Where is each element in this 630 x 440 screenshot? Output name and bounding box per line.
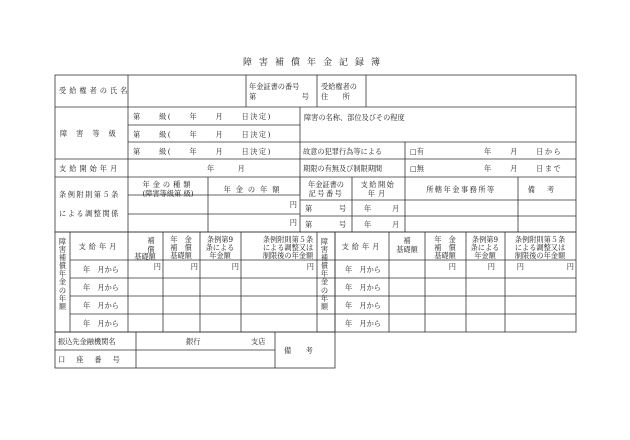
grade-row-2: 第 級( 年 月 日決定): [133, 130, 272, 139]
right-yen-3: 円: [516, 262, 524, 271]
pension-cert-number-value: 第 号: [249, 92, 315, 101]
crime-with-checkbox[interactable]: □有: [410, 147, 424, 156]
left-row-1-month: 年 月から: [83, 265, 119, 274]
right-row-1-month: 年 月から: [345, 265, 381, 274]
article5-header-right: 条例附則第５条: [514, 235, 566, 244]
pension-cert-number-label: 年金証書の番号: [249, 82, 300, 91]
annual-amount-yen-2: 円: [289, 218, 297, 227]
pension-base-header-right-2: 補 償: [434, 243, 456, 252]
payment-start-label: 支給開始年月: [59, 164, 121, 173]
left-row-4-month: 年 月から: [83, 319, 119, 328]
pension-type-header-2: (障害等級第 級): [142, 189, 194, 198]
left-row-3-month: 年 月から: [83, 301, 119, 310]
account-number-label: 口座番号: [58, 355, 131, 364]
article5-header-right-3: 制限後の年金額: [514, 251, 566, 260]
limit-label: 期限の有無及び制限期間: [303, 164, 383, 173]
left-yen-2: 円: [190, 262, 198, 271]
right-yen-4: 円: [566, 262, 574, 271]
disability-description-label: 障害の名称、部位及びその程度: [304, 113, 405, 122]
start-year-2: 年: [364, 220, 372, 229]
start-header: 支給開始: [360, 180, 396, 189]
article5-header-right-2: による調整又は: [514, 243, 566, 252]
start-year-1: 年: [364, 204, 372, 213]
recipient-address-label: 受給権者の: [321, 82, 357, 91]
cert-number-header-2: 記号番号: [308, 189, 344, 198]
article9-header-left: 条例第9: [206, 235, 234, 244]
bank-remarks-label: 備 考: [284, 346, 313, 355]
article5-header-left: 条例附則第５条: [262, 235, 314, 244]
left-row-2-month: 年 月から: [83, 283, 119, 292]
adjustment-label: 条例附則第５条: [59, 190, 120, 199]
article9-header-left-3: 年金額: [209, 251, 231, 260]
compensation-base-header-left-3: 基礎額: [134, 252, 156, 261]
compensation-base-header-right: 補: [403, 236, 411, 245]
limit-without-checkbox[interactable]: □無: [410, 164, 424, 173]
article9-header-left-2: 条による: [205, 243, 235, 252]
disability-grade-label: 障害等級: [60, 129, 125, 138]
left-yen-3: 円: [231, 262, 239, 271]
branch-suffix: 支店: [251, 337, 266, 346]
right-row-2-month: 年 月から: [345, 283, 381, 292]
pension-type-header: 年金の種類: [142, 180, 194, 189]
payment-month-header-left: 支給年月: [78, 242, 120, 251]
grade-row-3: 第 級( 年 月 日決定): [133, 147, 272, 156]
pension-base-header-right-3: 基礎額: [434, 251, 456, 260]
annual-amount-yen-1: 円: [289, 200, 297, 209]
payment-start-value: 年 月: [207, 164, 248, 173]
pension-base-header-left-3: 基礎額: [170, 251, 192, 260]
pension-base-header-left-2: 補 償: [170, 243, 192, 252]
office-header: 所轄年金事務所等: [426, 185, 496, 194]
annual-table-side-label-left: 障害補償年金の年額: [58, 237, 67, 311]
annual-table-side-label-right: 障害補償年金の年額: [320, 237, 329, 311]
left-yen-4: 円: [306, 262, 314, 271]
left-yen-1: 円: [153, 262, 161, 271]
cert-dai-1: 第: [305, 204, 313, 213]
cert-dai-2: 第: [305, 220, 313, 229]
cert-gou-1: 号: [339, 204, 347, 213]
crime-label: 故意の犯罪行為等による: [303, 147, 383, 156]
pension-base-header-right: 年 金: [434, 235, 456, 244]
period-to: 年 月 日まで: [484, 164, 563, 173]
payment-month-header-right: 支給年月: [341, 242, 383, 251]
grade-row-1: 第 級( 年 月 日決定): [133, 112, 272, 121]
right-row-4-month: 年 月から: [345, 319, 381, 328]
adjustment-label-2: による調整関係: [59, 209, 120, 218]
start-month-2: 月: [392, 220, 400, 229]
compensation-base-header-left-2: 償: [147, 245, 155, 254]
start-month-1: 月: [392, 204, 400, 213]
compensation-base-header-left: 補: [147, 236, 155, 245]
article5-header-left-2: による調整又は: [262, 243, 314, 252]
recipient-address-label-2: 住 所: [321, 92, 350, 101]
recipient-name-label: 受給権者の氏名: [59, 86, 131, 95]
page-title: 障害補償年金記録簿: [242, 58, 387, 68]
pension-base-header-left: 年 金: [170, 235, 192, 244]
article9-header-right-2: 条による: [470, 243, 500, 252]
cert-number-header: 年金証書の: [308, 180, 344, 189]
article9-header-right: 条例第9: [471, 235, 499, 244]
period-from: 年 月 日から: [484, 147, 563, 156]
article5-header-left-3: 制限後の年金額: [262, 251, 314, 260]
compensation-base-header-right-2: 基礎額: [396, 245, 418, 254]
bank-suffix: 銀行: [186, 337, 201, 346]
bank-name-label: 振込先金融機関名: [58, 337, 116, 346]
start-header-2: 年月: [367, 189, 389, 198]
right-yen-2: 円: [487, 262, 495, 271]
right-row-3-month: 年 月から: [345, 301, 381, 310]
remarks-header: 備考: [527, 185, 567, 194]
annual-amount-header: 年金の年額: [223, 185, 285, 194]
right-yen-1: 円: [448, 262, 456, 271]
article9-header-right-3: 年金額: [474, 251, 496, 260]
cert-gou-2: 号: [339, 220, 347, 229]
